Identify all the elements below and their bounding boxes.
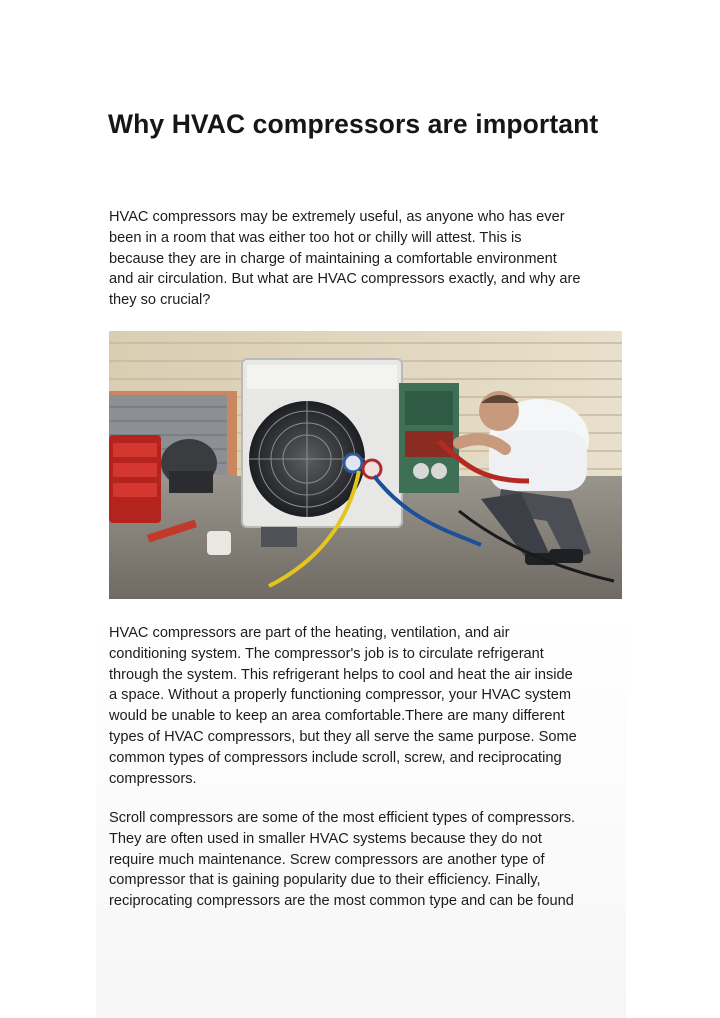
hvac-technician-photo [109,331,622,599]
paragraph-line: and air circulation. But what are HVAC compressors exactly, and why are [109,271,581,288]
paragraph-line: reciprocating compressors are the most common type and can be found [109,893,574,910]
paragraph-line: require much maintenance. Screw compressors are another type of [109,851,545,868]
body-paragraph [109,623,624,789]
paragraph-line: types of HVAC compressors, but they all serve the same purpose. Some [109,728,577,745]
page-title: Why HVAC compressors are important [108,109,599,139]
paragraph-line: through the system. This refrigerant helps to cool and heat the air inside [109,666,573,683]
paragraph-line: a space. Without a properly functioning compressor, your HVAC system [109,687,572,704]
paragraph-line: HVAC compressors may be extremely useful, as anyone who has ever [109,209,565,225]
paragraph-line: Scroll compressors are some of the most efficient types of compressors. [109,810,576,826]
paragraph-line: HVAC compressors are part of the heating, ventilation, and air [109,625,510,641]
paragraph-line: compressor that is gaining popularity due to their efficiency. Finally, [109,872,541,889]
paragraph-line: compressors. [109,770,197,787]
intro-paragraph [109,207,624,311]
paragraph-line: they so crucial? [109,292,211,309]
paragraph-line: been in a room that was either too hot or chilly will attest. This is [109,229,522,246]
paragraph-line: conditioning system. The compressor's job is to circulate refrigerant [109,645,544,662]
paragraph-line: common types of compressors include scroll, screw, and reciprocating [109,749,562,766]
body-paragraph [109,808,624,912]
paragraph-line: They are often used in smaller HVAC systems because they do not [109,830,542,847]
paragraph-line: because they are in charge of maintaining a comfortable environment [109,250,557,267]
paragraph-line: would be unable to keep an area comfortable.There are many different [109,708,565,725]
